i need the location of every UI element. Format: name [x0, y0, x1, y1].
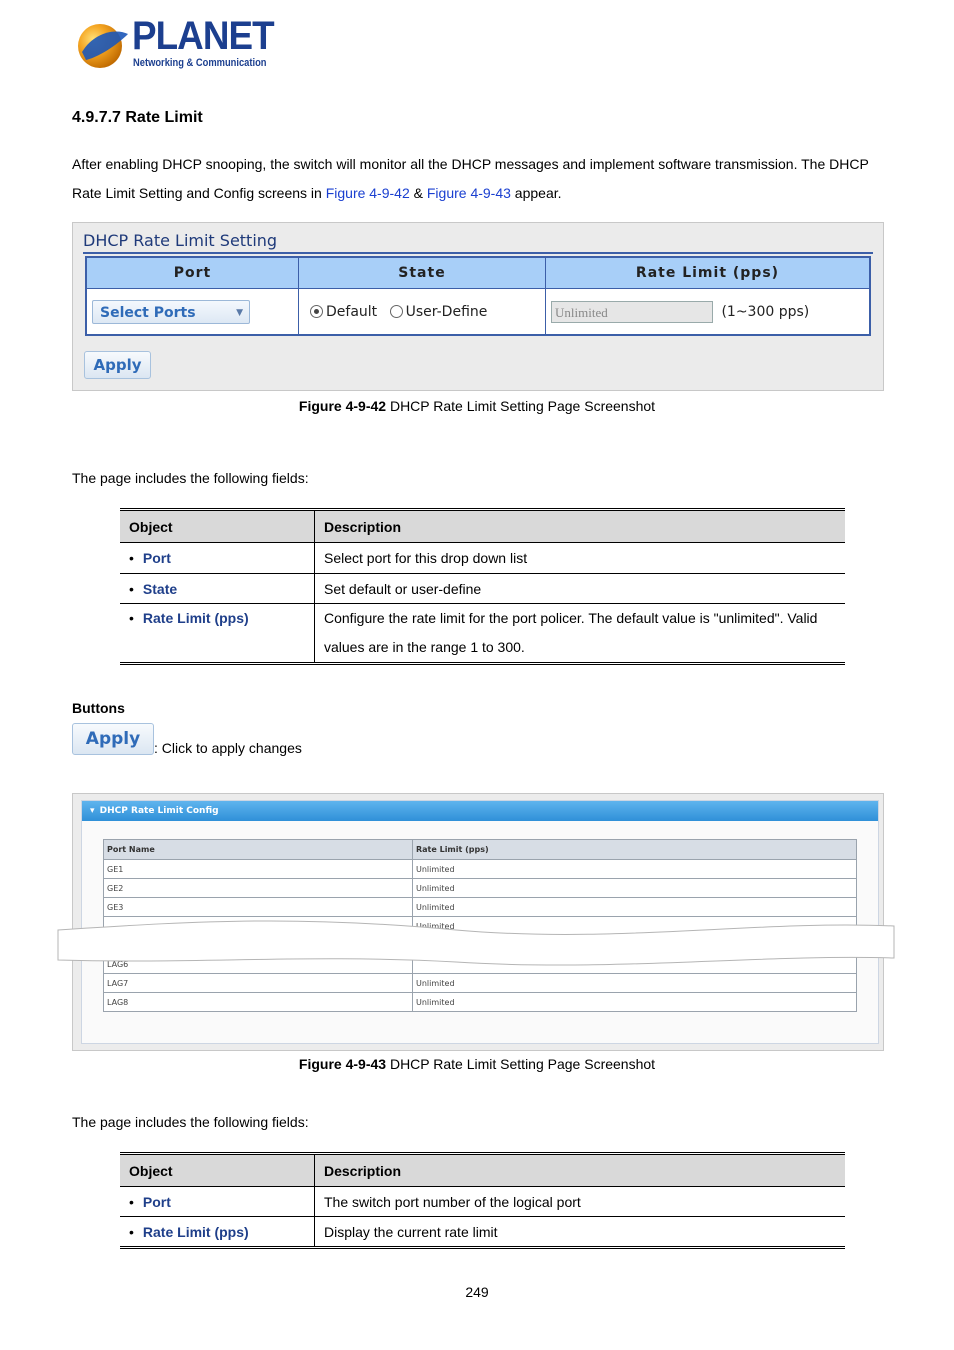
- apply-button-sample[interactable]: Apply: [72, 723, 154, 755]
- setting-table: [85, 256, 871, 336]
- torn-break-overlay: [56, 918, 896, 970]
- collapse-arrow-icon[interactable]: ▾: [90, 806, 95, 816]
- header-port-name: Port Name: [104, 840, 413, 860]
- table-row: [120, 604, 845, 664]
- globe-icon: [76, 20, 130, 74]
- object-name: • Rate Limit (pps): [129, 1224, 249, 1240]
- table-row: [120, 543, 845, 574]
- logo-wordmark: PLANET: [132, 14, 274, 58]
- panel-header: ▾ DHCP Rate Limit Config: [82, 801, 878, 821]
- dhcp-rate-limit-setting-screenshot: [72, 222, 884, 391]
- chevron-down-icon: ▼: [236, 307, 243, 318]
- table-row: [120, 1187, 845, 1217]
- header-rate-limit: Rate Limit (pps): [413, 840, 857, 860]
- object-name: • Port: [129, 1194, 171, 1210]
- section-title: 4.9.7.7 Rate Limit: [72, 109, 203, 126]
- object-description: Select port for this drop down list: [315, 543, 846, 574]
- fields-table-2: [120, 1152, 845, 1249]
- port-cell: [86, 289, 299, 336]
- buttons-heading: Buttons: [72, 700, 125, 716]
- default-radio-label: Default: [326, 303, 378, 320]
- rate-cell: [546, 289, 871, 336]
- object-name: • Port: [129, 550, 171, 566]
- user-define-radio[interactable]: [390, 305, 403, 318]
- header-port: Port: [86, 257, 299, 289]
- header-description: Description: [315, 510, 846, 543]
- logo-tagline: Networking & Communication: [133, 57, 267, 69]
- object-description: Configure the rate limit for the port policer. The default value is "unlimited". Valid values are in the range 1 to 300.: [315, 604, 846, 664]
- table-row: GE3 Unlimited: [104, 898, 857, 917]
- intro-paragraph: After enabling DHCP snooping, the switch will monitor all the DHCP messages and implement software transmission. The DHCP Rate Limit Setting and Config screens in Figure 4-9-42 & Figure 4-9-43 appear.: [72, 156, 869, 201]
- rate-hint: (1~300 pps): [721, 303, 810, 320]
- rate-limit-input[interactable]: Unlimited: [551, 301, 713, 323]
- default-radio[interactable]: [310, 305, 323, 318]
- table-row: LAG7 Unlimited: [104, 974, 857, 993]
- object-description: Display the current rate limit: [315, 1217, 846, 1248]
- object-name: • Rate Limit (pps): [129, 610, 249, 626]
- table-row: [120, 574, 845, 604]
- figure-link-42[interactable]: Figure 4-9-42: [325, 185, 410, 201]
- header-description: Description: [315, 1154, 846, 1187]
- object-description: Set default or user-define: [315, 574, 846, 604]
- table-row: GE2 Unlimited: [104, 879, 857, 898]
- figure-link-43[interactable]: Figure 4-9-43: [426, 185, 511, 201]
- table-row: [120, 1217, 845, 1248]
- user-define-radio-label: User-Define: [405, 303, 488, 320]
- state-cell: [299, 289, 546, 336]
- select-ports-dropdown[interactable]: Select Ports ▼: [92, 300, 250, 324]
- header-object: Object: [120, 1154, 315, 1187]
- planet-logo: [76, 14, 276, 74]
- header-state: State: [299, 257, 546, 289]
- fields-intro: The page includes the following fields:: [72, 470, 309, 486]
- title-underline: [83, 252, 873, 254]
- object-name: • State: [129, 581, 177, 597]
- figure-caption-43: Figure 4-9-43 DHCP Rate Limit Setting Page Screenshot: [298, 1056, 656, 1072]
- page-number: 249: [465, 1284, 489, 1300]
- table-row: Unlimited: [104, 917, 857, 936]
- table-row: GE1 Unlimited: [104, 860, 857, 879]
- fields-intro: The page includes the following fields:: [72, 1114, 309, 1130]
- panel-title: DHCP Rate Limit Setting: [83, 231, 278, 250]
- fields-table-1: [120, 508, 845, 665]
- table-row: LAG6: [104, 955, 857, 974]
- apply-button[interactable]: Apply: [84, 351, 151, 379]
- apply-description: : Click to apply changes: [154, 740, 302, 756]
- header-rate-limit: Rate Limit (pps): [546, 257, 871, 289]
- table-row: LAG8 Unlimited: [104, 993, 857, 1012]
- header-object: Object: [120, 510, 315, 543]
- figure-caption-42: Figure 4-9-42 DHCP Rate Limit Setting Page Screenshot: [298, 398, 656, 414]
- object-description: The switch port number of the logical port: [315, 1187, 846, 1217]
